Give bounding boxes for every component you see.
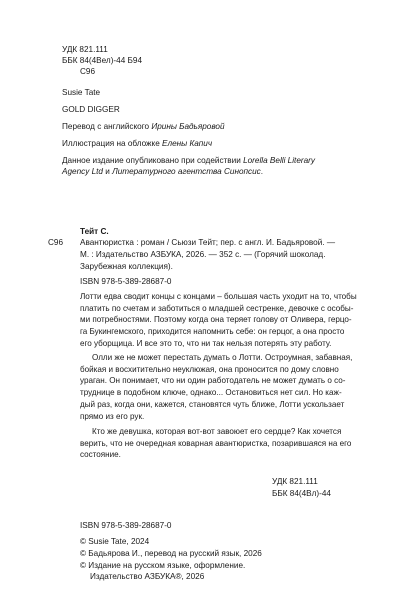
agency-name-cont: Agency Ltd bbox=[62, 167, 103, 176]
annotation-line: состояние. bbox=[80, 450, 121, 460]
annotation-line: дый раз, когда они, кажется, становятся чуть ближе, Лотти ускользает bbox=[80, 399, 345, 409]
agency-line-1 bbox=[62, 155, 315, 166]
literary-agency-name: Литературного агентства Синопсис bbox=[112, 167, 261, 176]
catalog-isbn: ISBN 978-5-389-28687-0 bbox=[80, 277, 172, 286]
annotation-line: Лотти едва сводит концы с концами – большая часть уходит на то, чтобы bbox=[80, 292, 357, 301]
agency-line-2 bbox=[62, 166, 263, 177]
annotation-line: верить, что не очередная коварная авантюристка, позарившаяся на его bbox=[80, 438, 352, 448]
author-code-header: С96 bbox=[80, 67, 96, 76]
illustration-credit bbox=[62, 138, 212, 149]
illustration-prefix: Иллюстрация на обложке bbox=[62, 139, 163, 148]
copyright-edition-line-1: © Издание на русском языке, оформление. bbox=[80, 561, 246, 570]
translation-credit bbox=[62, 121, 225, 132]
classification-udk: УДК 821.111 bbox=[272, 477, 318, 486]
catalog-author: Тейт С. bbox=[80, 227, 109, 236]
annotation-paragraph-1 bbox=[80, 291, 360, 350]
agency-period: . bbox=[260, 167, 264, 176]
annotation-line: платить по счетам и заботиться о младшей сестренке, девочке с особы- bbox=[80, 303, 354, 313]
udk-header: УДК 821.111 bbox=[62, 45, 108, 54]
catalog-desc-line-1: Авантюристка : роман / Сьюзи Тейт; пер. с англ. И. Бадьяровой. — bbox=[80, 238, 336, 247]
illustrator-name: Елены Капич bbox=[162, 139, 213, 148]
copyright-author: © Susie Tate, 2024 bbox=[80, 537, 150, 546]
translation-prefix: Перевод с английского bbox=[62, 122, 152, 131]
annotation-paragraph-2 bbox=[80, 352, 360, 422]
annotation-paragraph-3 bbox=[80, 426, 360, 461]
annotation-line: ураган. Он понимает, что ни один работодатель не может думать о со- bbox=[80, 376, 346, 386]
original-title: GOLD DIGGER bbox=[62, 105, 120, 114]
agency-conj: и bbox=[102, 167, 113, 176]
annotation-line: его уборщица. И все это то, что ни так нельзя потерять эту работу. bbox=[80, 338, 332, 348]
copyright-isbn: ISBN 978-5-389-28687-0 bbox=[80, 521, 172, 530]
annotation-line: прямо из его рук. bbox=[80, 411, 145, 421]
agency-text: Данное издание опубликовано при содействии bbox=[62, 156, 244, 165]
annotation-line: ми потребностями. Поэтому когда она теряет голову от Оливера, герцо- bbox=[80, 315, 352, 325]
original-author: Susie Tate bbox=[62, 88, 101, 97]
catalog-desc-line-2: М. : Издательство АЗБУКА, 2026. — 352 с. — (Горячий шоколад. bbox=[80, 250, 326, 259]
bbk-header: ББК 84(4Вел)-44 Б94 bbox=[62, 56, 143, 65]
classification-bbk: ББК 84(4Вл)-44 bbox=[272, 489, 331, 498]
annotation-line: га Букингемского, приходится напомнить себе: он герцог, а она просто bbox=[80, 327, 345, 337]
annotation-line: труднице в подобном ключе, однако... Остановиться нет сил. Но каж- bbox=[80, 388, 342, 398]
catalog-code: С96 bbox=[48, 238, 64, 247]
annotation-line: Кто же девушка, которая вот-вот завоюет его сердце? Как хочется bbox=[92, 427, 342, 436]
catalog-desc-line-3: Зарубежная коллекция). bbox=[80, 262, 173, 271]
agency-name: Lorella Belli Literary bbox=[243, 156, 315, 165]
annotation-line: Олли же не может перестать думать о Лотти. Остроумная, забавная, bbox=[92, 353, 353, 362]
translator-name: Ирины Бадьяровой bbox=[151, 122, 225, 131]
copyright-edition-line-2: Издательство АЗБУКА®, 2026 bbox=[90, 572, 205, 581]
annotation-line: бойкая и восхитительно неуклюжая, она проносится по дому словно bbox=[80, 364, 339, 374]
copyright-translation: © Бадьярова И., перевод на русский язык, 2026 bbox=[80, 549, 262, 558]
